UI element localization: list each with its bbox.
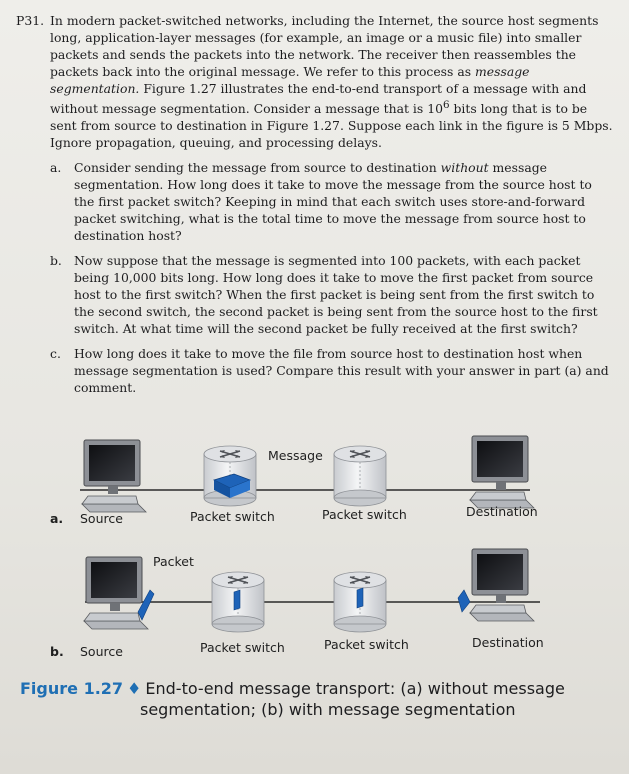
part-b [50,252,616,337]
diagram-a-label: a. [50,511,64,526]
packet-icon [357,588,363,608]
destination-label: Destination [466,504,538,519]
source-label: Source [80,511,123,526]
figure-caption [20,678,610,720]
network-diagram [0,430,629,774]
part-label: b. [50,253,62,269]
destination-computer-icon [470,436,534,508]
figure-1-27 [0,430,629,774]
source-label: Source [80,644,123,659]
part-text: Now suppose that the message is segmented into 100 packets, with each packet being 10,000 bits long. How long does it take to move the first packet from source host to the first switch? When the first packet is being sent from the first switch to the second switch, the second packet is being sent from the source host to the first switch. At what time will the second packet be fully received at the first switch? [74,253,598,337]
exponent: 6 [442,99,450,111]
emphasis-without: without [440,160,489,176]
destination-label: Destination [472,635,544,650]
caption-line-1: End-to-end message transport: (a) without message [145,679,565,698]
source-computer-icon [84,557,148,629]
destination-computer-icon [470,549,534,621]
term-message-segmentation: message segmentation. [50,64,530,96]
packet-switch-label: Packet switch [322,507,407,522]
problem-intro: In modern packet-switched networks, including the Internet, the source host segments long, application-layer messages (for example, an image or a music file) into smaller packets and sends the packets into the network. The receiver then reassembles the packets back into the original message. We refer to this process as message segmentation. Figure 1.27 illustrates the end-to-end transport of a message with and without message segmentation. Consider a message that is $10^6$ bits long that is to be sent from source to destination in Figure 1.27. Suppose each link in the figure is 5 Mbps. Ignore propagation, queuing, and processing delays. [50,13,613,151]
packet-switch-icon [334,446,386,506]
source-computer-icon [82,440,146,512]
caption-line-2: segmentation; (b) with message segmentation [140,700,516,719]
packet-label: Packet [153,554,194,569]
caption-bullet-icon: ♦ [127,679,142,698]
part-label: a. [50,160,62,176]
part-text: How long does it take to move the file from source host to destination host when message segmentation is used? Compare this result with your answer in part (a) and comment. [74,346,609,396]
problem-p31 [16,12,616,396]
packet-switch-label: Packet switch [200,640,285,655]
packet-icon [458,590,470,612]
problem-number: P31. [16,13,45,28]
part-label: c. [50,346,61,362]
packet-switch-label: Packet switch [190,509,275,524]
diagram-b-label: b. [50,644,64,659]
packet-switch-label: Packet switch [324,637,409,652]
packet-icon [234,590,240,610]
message-label: Message [268,448,323,463]
caption-label: Figure 1.27 [20,679,124,698]
part-a: a. Consider sending the message from source to destination without message segmentation. How long does it take to move the message from the source host to the first packet switch? Keeping in mind that each switch uses store-and-forward packet switching, what is the total time to move the message from source host to destination host? [50,160,592,244]
part-c [50,345,616,396]
